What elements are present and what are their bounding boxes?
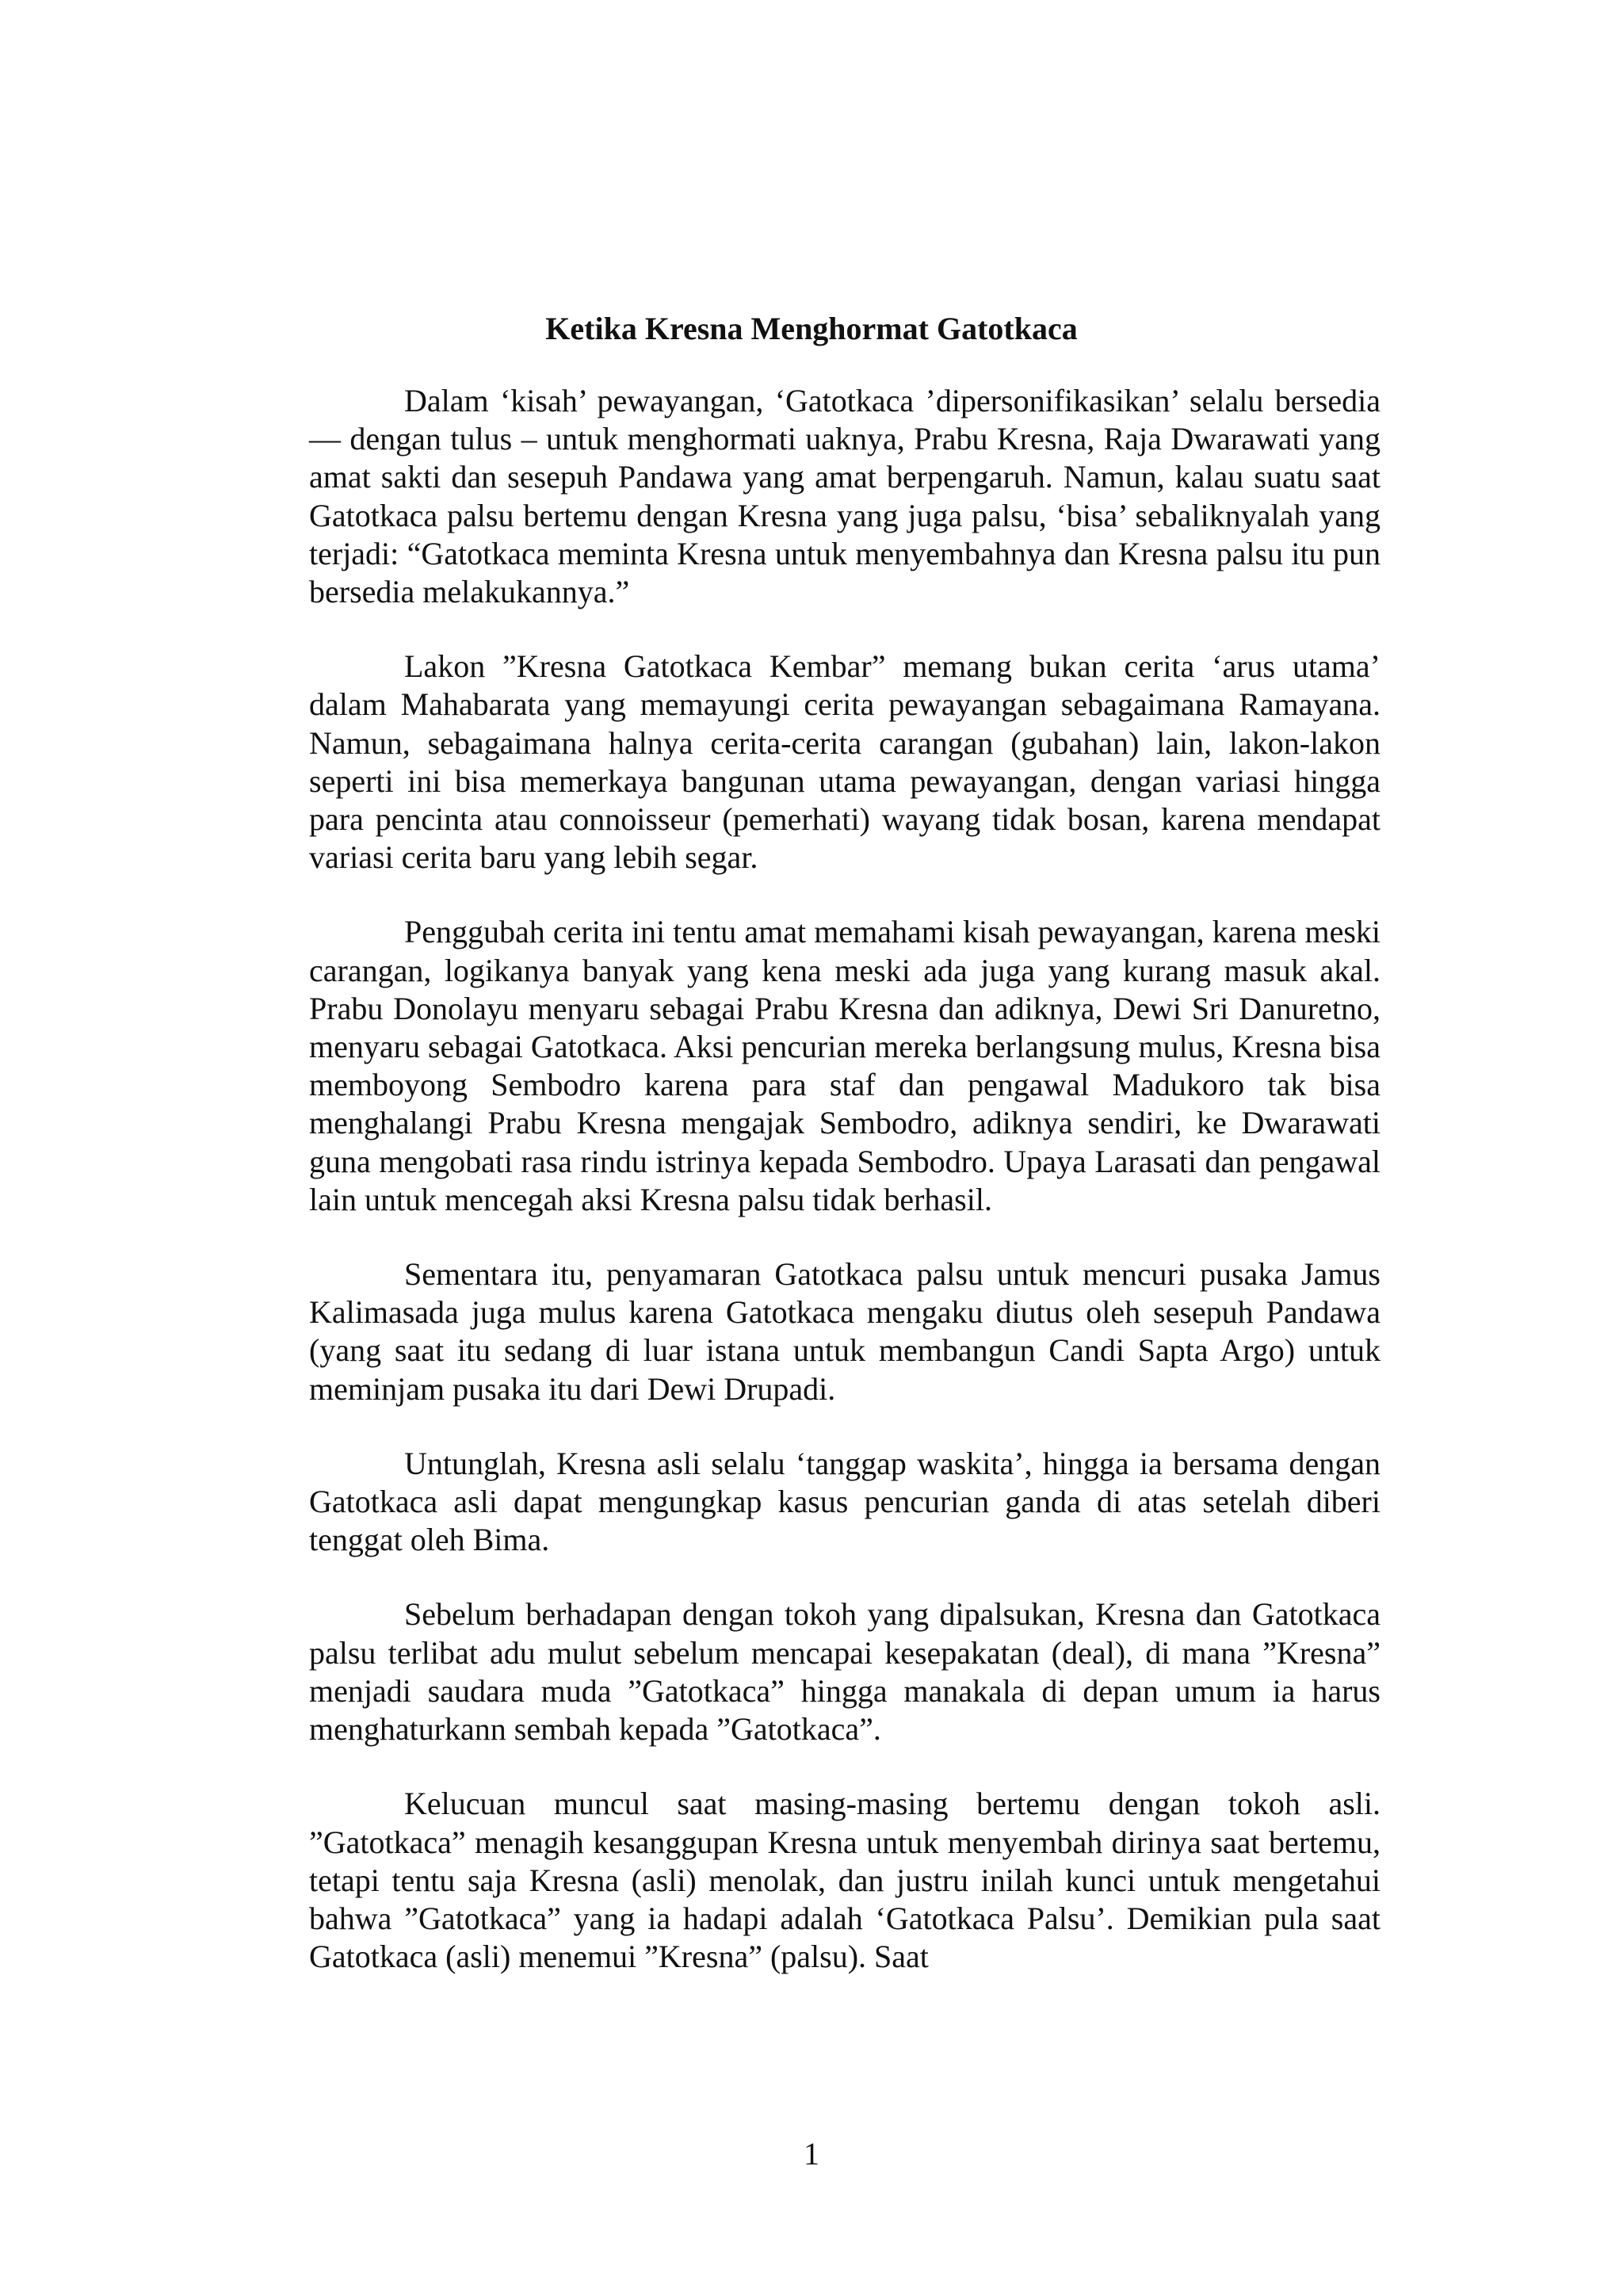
paragraph: Kelucuan muncul saat masing-masing bertemu dengan tokoh asli. ”Gatotkaca” menagih kesanggupan Kresna untuk menyembah dirinya saat bertemu, tetapi tentu saja Kresna (asli) menolak, dan justru inilah kunci untuk mengetahui bahwa ”Gatotkaca” yang ia hadapi adalah ‘Gatotkaca Palsu’. Demikian pula saat Gatotkaca (asli) menemui ”Kresna” (palsu). Saat: [309, 1786, 1381, 1975]
paragraph: Dalam ‘kisah’ pewayangan, ‘Gatotkaca ’dipersonifikasikan’ selalu bersedia — dengan tulus – untuk menghormati uaknya, Prabu Kresna, Raja Dwarawati yang amat sakti dan sesepuh Pandawa yang amat berpengaruh. Namun, kalau suatu saat Gatotkaca palsu bertemu dengan Kresna yang juga palsu, ‘bisa’ sebaliknyalah yang terjadi: “Gatotkaca meminta Kresna untuk menyembahnya dan Kresna palsu itu pun bersedia melakukannya.”: [309, 383, 1381, 610]
paragraph: Lakon ”Kresna Gatotkaca Kembar” memang bukan cerita ‘arus utama’ dalam Mahabarata yang memayungi cerita pewayangan sebagaimana Ramayana. Namun, sebagaimana halnya cerita-cerita carangan (gubahan) lain, lakon-lakon seperti ini bisa memerkaya bangunan utama pewayangan, dengan variasi hingga para pencinta atau connoisseur (pemerhati) wayang tidak bosan, karena mendapat variasi cerita baru yang lebih segar.: [309, 648, 1381, 876]
paragraph: Untunglah, Kresna asli selalu ‘tanggap waskita’, hingga ia bersama dengan Gatotkaca asli dapat mengungkap kasus pencurian ganda di atas setelah diberi tenggat oleh Bima.: [309, 1445, 1381, 1558]
paragraph: Sebelum berhadapan dengan tokoh yang dipalsukan, Kresna dan Gatotkaca palsu terlibat adu mulut sebelum mencapai kesepakatan (deal), di mana ”Kresna” menjadi saudara muda ”Gatotkaca” hingga manakala di depan umum ia harus menghaturkann sembah kepada ”Gatotkaca”.: [309, 1596, 1381, 1748]
document-title: Ketika Kresna Menghormat Gatotkaca: [545, 311, 1078, 346]
page-number: 1: [804, 2136, 819, 2172]
paragraph: Sementara itu, penyamaran Gatotkaca palsu untuk mencuri pusaka Jamus Kalimasada juga mulus karena Gatotkaca mengaku diutus oleh sesepuh Pandawa (yang saat itu sedang di luar istana untuk membangun Candi Sapta Argo) untuk meminjam pusaka itu dari Dewi Drupadi.: [309, 1256, 1381, 1407]
paragraph: Penggubah cerita ini tentu amat memahami kisah pewayangan, karena meski carangan, logikanya banyak yang kena meski ada juga yang kurang masuk akal. Prabu Donolayu menyaru sebagai Prabu Kresna dan adiknya, Dewi Sri Danuretno, menyaru sebagai Gatotkaca. Aksi pencurian mereka berlangsung mulus, Kresna bisa memboyong Sembodro karena para staf dan pengawal Madukoro tak bisa menghalangi Prabu Kresna mengajak Sembodro, adiknya sendiri, ke Dwarawati guna mengobati rasa rindu istrinya kepada Sembodro. Upaya Larasati dan pengawal lain untuk mencegah aksi Kresna palsu tidak berhasil.: [309, 914, 1381, 1217]
document-body: [309, 382, 1381, 2012]
